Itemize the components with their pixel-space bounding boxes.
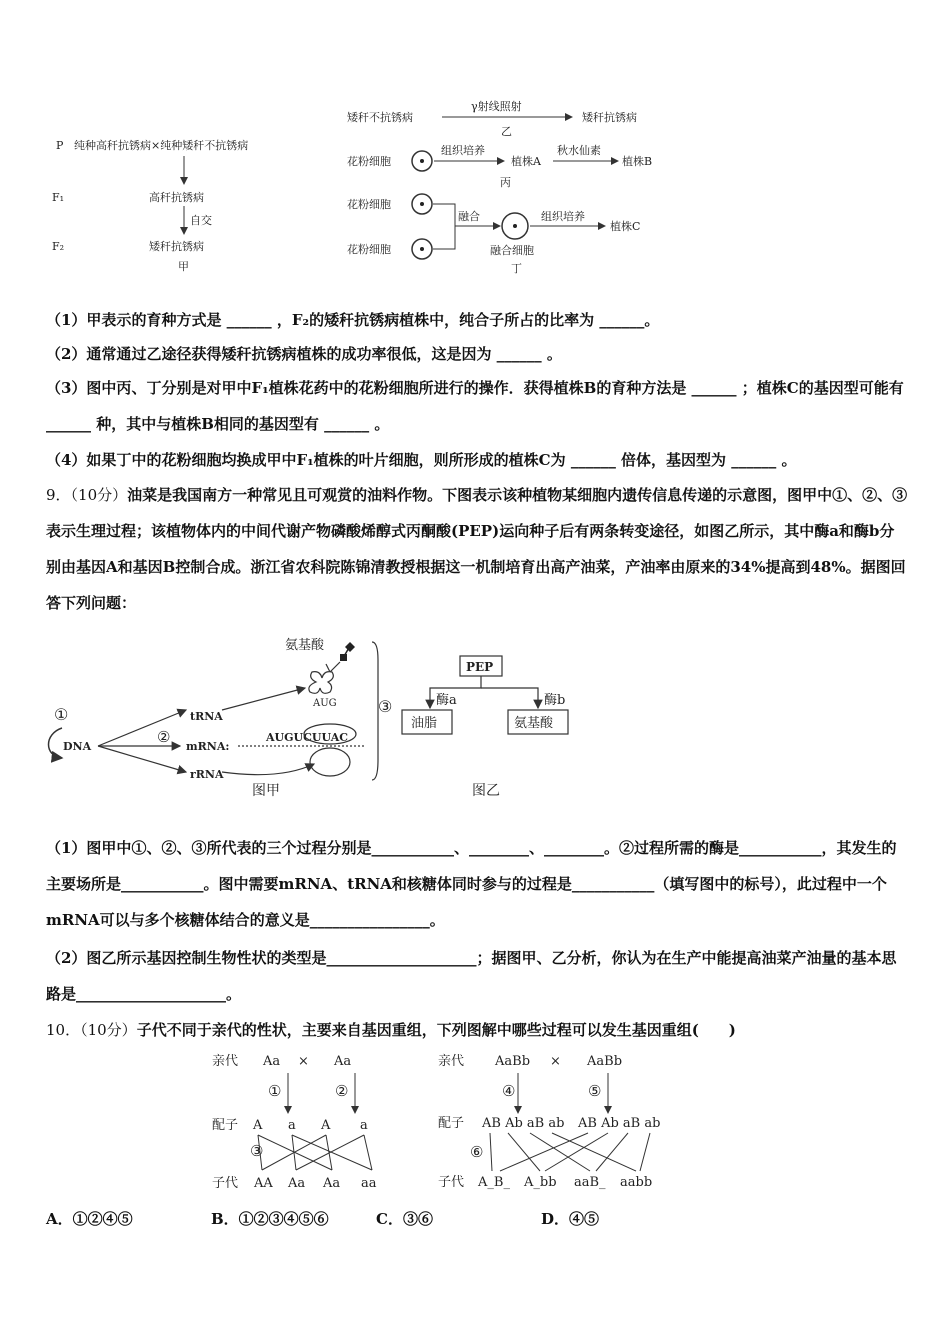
bing-caption: 丙	[500, 176, 511, 189]
ding-caption: 丁	[511, 262, 522, 275]
right-offspring-label: 子代	[438, 1175, 465, 1190]
f2-label: F₂	[52, 240, 65, 253]
right-offspring-1: A_B_	[478, 1175, 510, 1190]
amino-acid-product: 氨基酸	[514, 716, 554, 731]
yi-arrow-bottom: 乙	[501, 125, 512, 138]
process-2-mark: ②	[157, 728, 171, 746]
q8-part2: （2）通常通过乙途径获得矮秆抗锈病植株的成功率很低，这是因为 ______ 。	[46, 345, 562, 363]
enzyme-a-label: 酶a	[436, 693, 457, 708]
dna-label: DNA	[63, 740, 92, 753]
process-3-mark: ③	[378, 697, 393, 716]
q9-part2: （2）图乙所示基因控制生物性状的类型是____________________；据图甲、乙分析，你认为在生产中能提高油菜产油量的基本思路是____________________。	[46, 949, 897, 1003]
left-mark-3: ③	[250, 1142, 264, 1160]
recombination-diagram	[0, 1045, 950, 1195]
left-gamete-1: A	[253, 1118, 263, 1133]
plant-a-label: 植株A	[511, 155, 541, 168]
bing-step1: 组织培养	[441, 144, 485, 157]
q8-part1: （1）甲表示的育种方式是 ______ ，F₂的矮秆抗锈病植株中，纯合子所占的比率为 ______。	[46, 311, 660, 329]
fused-cell-label: 融合细胞	[490, 244, 534, 257]
option-b[interactable]: B．①②③④⑤⑥	[211, 1210, 329, 1228]
q9-number: 9．（10分）	[46, 486, 128, 504]
p-cross-text: 纯种高秆抗锈病×纯种矮秆不抗锈病	[74, 139, 249, 152]
q10-options	[46, 1208, 908, 1236]
oil-label: 油脂	[411, 716, 438, 731]
right-offspring-2: A_bb	[524, 1175, 557, 1190]
ding-cell1-label: 花粉细胞	[347, 198, 391, 211]
left-offspring-label: 子代	[212, 1176, 239, 1191]
left-parent-label: 亲代	[212, 1054, 239, 1069]
left-gamete-4: a	[360, 1118, 368, 1133]
q8-part4: （4）如果丁中的花粉细胞均换成甲中F₁植株的叶片细胞，则所形成的植株C为 ______ 倍体，基因型为 ______ 。	[46, 451, 797, 469]
yi-target: 矮秆抗锈病	[582, 111, 637, 124]
q8-part3: （3）图中丙、丁分别是对甲中F₁植株花药中的花粉细胞所进行的操作．获得植株B的育种方法是 ______ ；植株C的基因型可能有 ______ 种，其中与植株B相同的基因型有 ______ 。	[46, 379, 904, 433]
right-mark-5: ⑤	[588, 1082, 602, 1100]
mrna-label: mRNA:	[186, 740, 230, 753]
plant-b-label: 植株B	[622, 155, 653, 168]
left-parent-2: Aa	[334, 1054, 352, 1069]
caption-figure-yi: 图乙	[472, 783, 500, 799]
amino-acid-label: 氨基酸	[285, 638, 325, 653]
left-parent-1: Aa	[263, 1054, 281, 1069]
right-parent-1: AaBb	[495, 1054, 531, 1069]
f2-text: 矮秆抗锈病	[149, 240, 204, 253]
right-gamete-label: 配子	[438, 1116, 465, 1131]
left-offspring-3: Aa	[323, 1176, 341, 1191]
left-gamete-2: a	[288, 1118, 296, 1133]
right-parent-2: AaBb	[587, 1054, 623, 1069]
q10-stem-text: 子代不同于亲代的性状，主要来自基因重组，下列图解中哪些过程可以发生基因重组( )	[136, 1021, 736, 1039]
right-offspring-3: aaB_	[574, 1175, 606, 1190]
left-gamete-3: A	[321, 1118, 331, 1133]
right-gametes-1: AB Ab aB ab	[482, 1116, 565, 1131]
left-mark-1: ①	[268, 1082, 282, 1100]
trna-molecule	[309, 664, 333, 693]
left-mark-2: ②	[335, 1082, 349, 1100]
enzyme-b-label: 酶b	[544, 693, 566, 708]
option-c[interactable]: C．③⑥	[376, 1210, 433, 1228]
caption-figure-jia: 图甲	[252, 783, 280, 799]
rrna-label: rRNA	[190, 768, 224, 781]
q10-stem	[46, 1012, 908, 1048]
left-gamete-label: 配子	[212, 1118, 239, 1133]
q9-part1: （1）图甲中①、②、③所代表的三个过程分别是___________、________、________。②过程所需的酶是___________，其发生的主要场所是___________。图中需要mRNA、tRNA和核糖体同时参与的过程是___________（填写图中的标号），此过程中一个mRNA可以与多个核糖体结合的意义是________________。	[46, 839, 897, 929]
selfing-label: 自交	[190, 214, 212, 227]
q9-stem	[46, 477, 908, 621]
gene-expression-figure	[0, 630, 950, 810]
right-cross: ×	[550, 1054, 561, 1069]
trna-label: tRNA	[190, 710, 223, 723]
breeding-diagram	[0, 90, 950, 290]
right-mark-6: ⑥	[470, 1143, 484, 1161]
right-offspring-4: aabb	[620, 1175, 653, 1190]
left-offspring-2: Aa	[288, 1176, 306, 1191]
ding-step: 组织培养	[541, 210, 585, 223]
replication-loop	[49, 728, 63, 758]
mrna-sequence: AUGUCUUAC	[266, 731, 349, 744]
yi-arrow-top: γ射线照射	[471, 100, 522, 113]
option-a[interactable]: A．①②④⑤	[46, 1210, 133, 1228]
process-1-mark: ①	[54, 705, 69, 724]
jia-caption: 甲	[178, 260, 189, 273]
left-offspring-4: aa	[361, 1176, 377, 1191]
pep-label: PEP	[466, 660, 494, 674]
anticodon-label: AUG	[313, 698, 337, 709]
p-generation-label: P	[56, 139, 64, 152]
bing-cell-label: 花粉细胞	[347, 155, 391, 168]
left-cross: ×	[298, 1054, 309, 1069]
f1-label: F₁	[52, 191, 65, 204]
q10-number: 10．（10分）	[46, 1021, 137, 1039]
plant-c-label: 植株C	[610, 220, 641, 233]
ding-cell2-label: 花粉细胞	[347, 243, 391, 256]
f1-text: 高秆抗锈病	[149, 191, 204, 204]
fusion-label: 融合	[458, 210, 480, 223]
ribosome-small	[310, 748, 350, 776]
left-offspring-1: AA	[254, 1176, 273, 1191]
option-d[interactable]: D．④⑤	[541, 1210, 600, 1228]
bing-step2: 秋水仙素	[557, 144, 601, 157]
q9-stem-text: 油菜是我国南方一种常见且可观赏的油料作物。下图表示该种植物某细胞内遗传信息传递的示意图，图甲中①、②、③表示生理过程；该植物体内的中间代谢产物磷酸烯醇式丙酮酸(PEP)运向种子后有两条转变途径，如图乙所示，其中酶a和酶b分别由基因A和基因B控制合成。浙江省农科院陈锦清教授根据这一机制培育出高产油菜，产油率由原来的34%提高到48%。据图回答下列问题：	[46, 486, 908, 612]
right-mark-4: ④	[502, 1082, 516, 1100]
yi-source: 矮秆不抗锈病	[347, 111, 413, 124]
right-gametes-2: AB Ab aB ab	[578, 1116, 661, 1131]
right-parent-label: 亲代	[438, 1054, 465, 1069]
